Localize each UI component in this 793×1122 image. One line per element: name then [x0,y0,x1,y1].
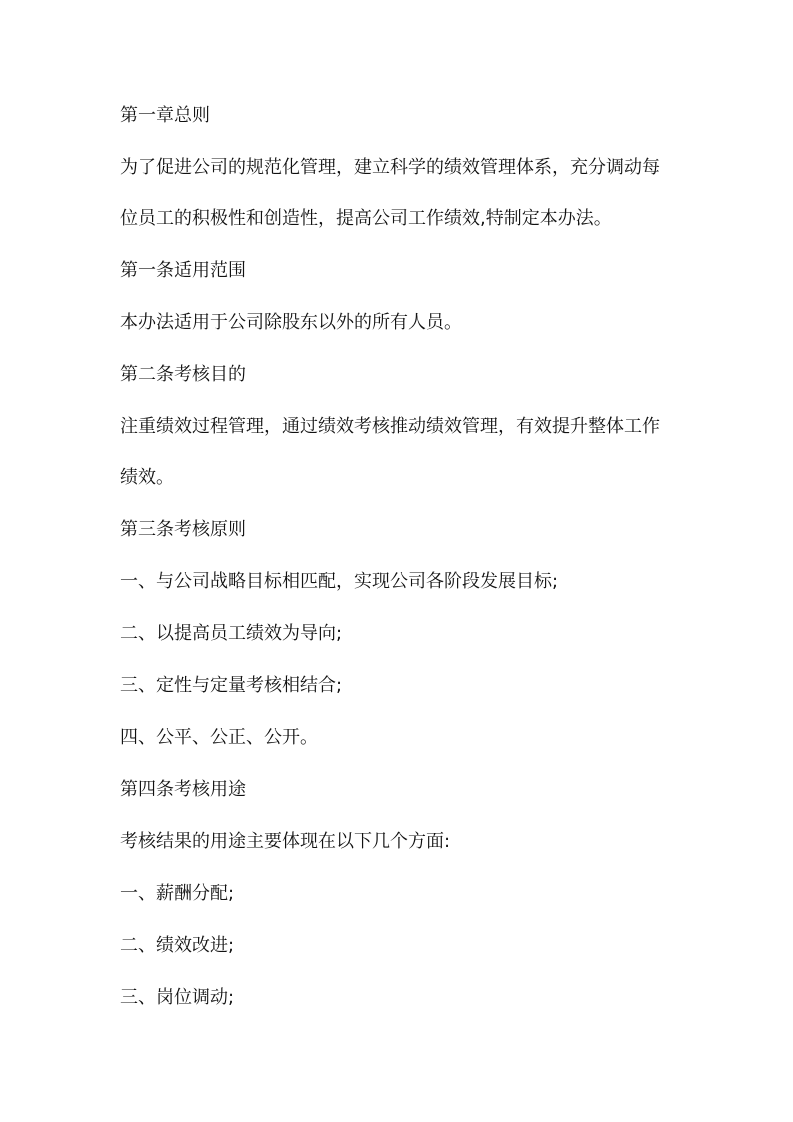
article-2-line-2: 绩效。 [120,467,174,488]
article-4-title: 第四条考核用途 [120,779,246,800]
article-3-item-1: 一、与公司战略目标相匹配，实现公司各阶段发展目标; [120,571,559,592]
article-4-item-1: 一、薪酬分配; [120,883,235,904]
intro-paragraph [120,155,690,232]
article-3-item-4: 四、公平、公正、公开。 [120,727,318,748]
article-3-item-3: 三、定性与定量考核相结合; [120,675,343,696]
article-4-item-2: 二、绩效改进; [120,935,235,956]
intro-line-1: 为了促进公司的规范化管理，建立科学的绩效管理体系，充分调动每 [120,157,660,178]
article-4-item-3: 三、岗位调动; [120,987,235,1008]
article-2-title: 第二条考核目的 [120,364,246,385]
document-body [120,103,690,1037]
article-2-paragraph [120,414,690,491]
article-3-title: 第三条考核原则 [120,519,246,540]
article-2-line-1: 注重绩效过程管理，通过绩效考核推动绩效管理，有效提升整体工作 [120,416,660,437]
article-4-text: 考核结果的用途主要体现在以下几个方面: [120,831,451,852]
article-1-title: 第一条适用范围 [120,260,246,281]
chapter-title: 第一章总则 [120,105,210,126]
article-3-item-2: 二、以提高员工绩效为导向; [120,623,343,644]
intro-line-2: 位员工的积极性和创造性，提高公司工作绩效,特制定本办法。 [120,208,612,229]
article-1-text: 本办法适用于公司除股东以外的所有人员。 [120,312,462,333]
